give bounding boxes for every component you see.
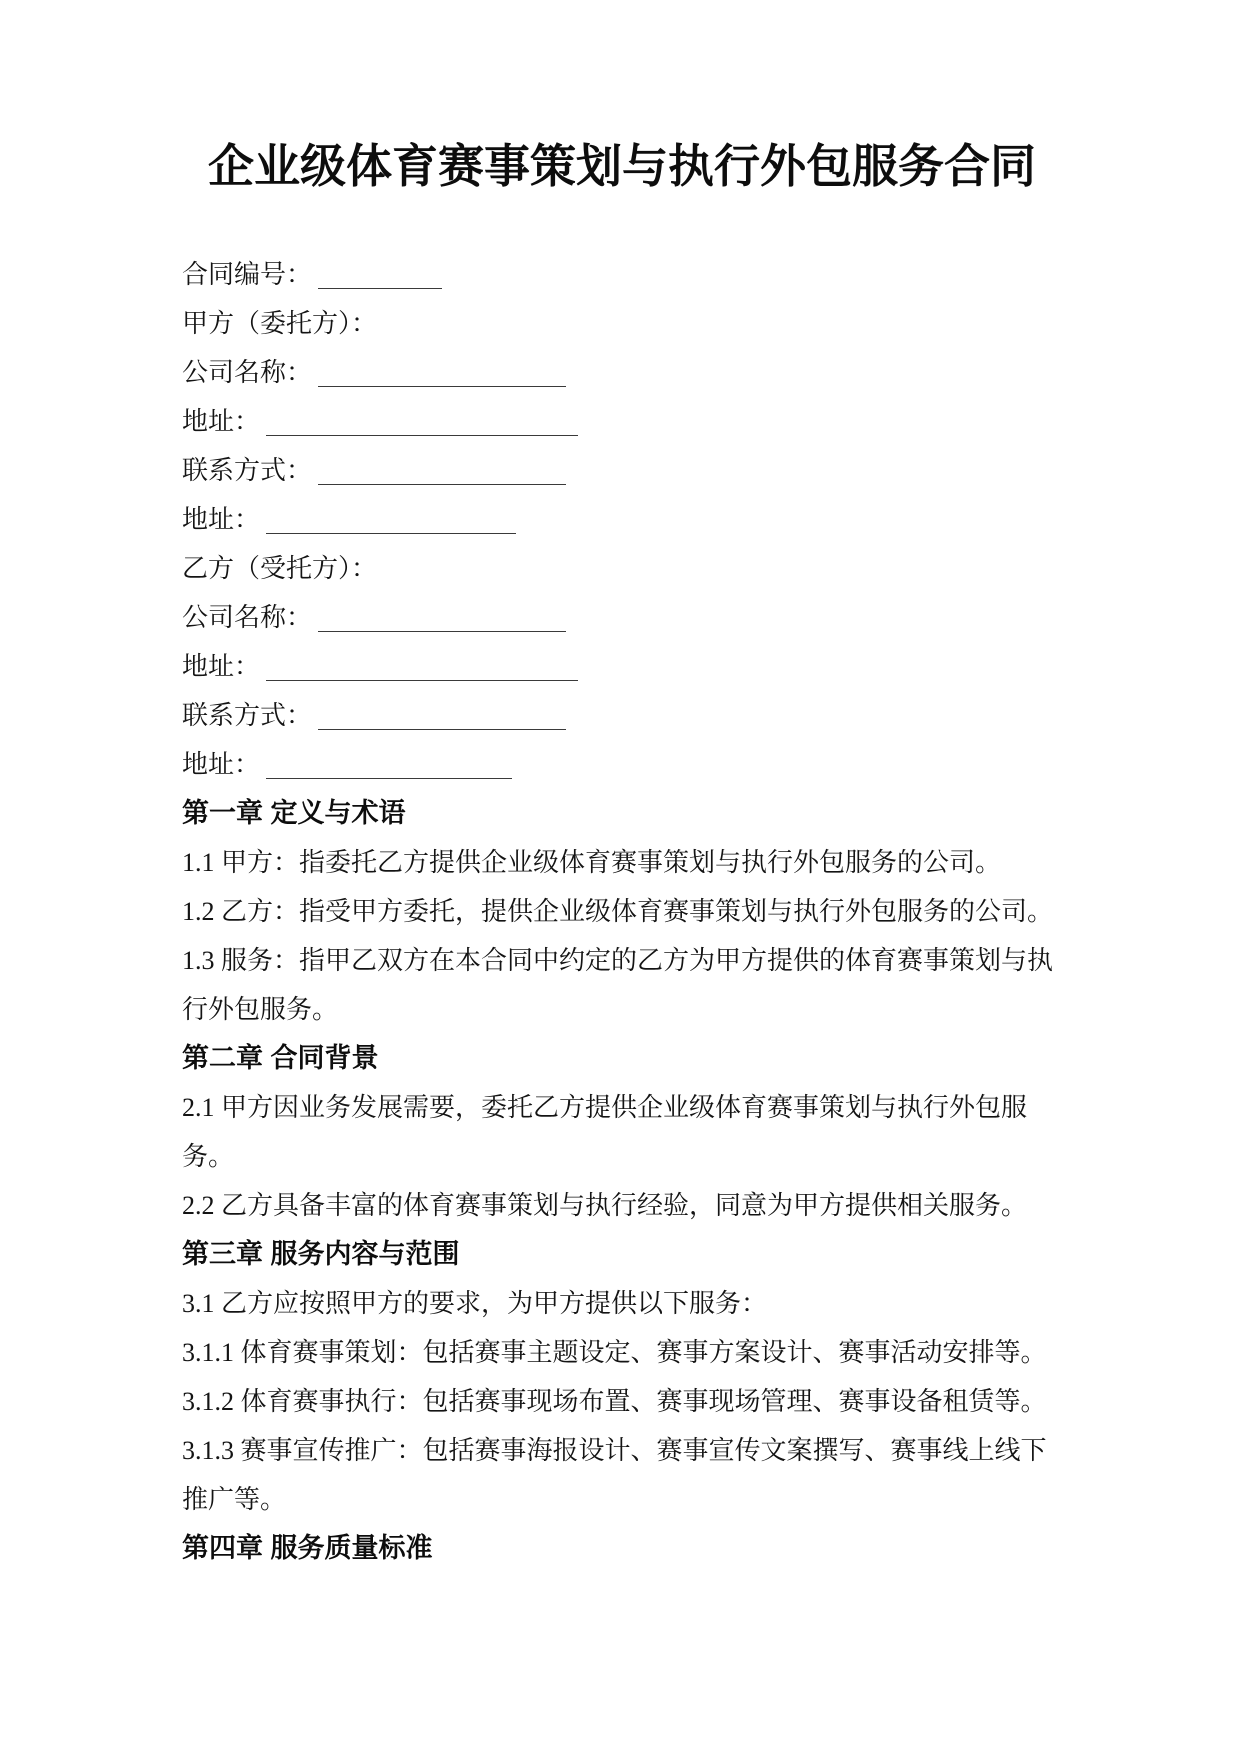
- party-b-address-2-blank: [266, 758, 512, 779]
- document-body: [182, 250, 1062, 1573]
- party-b-address-2-label: 地址：: [182, 750, 261, 779]
- clause-2-1: 2.1 甲方因业务发展需要，委托乙方提供企业级体育赛事策划与执行外包服务。: [182, 1093, 1028, 1171]
- chapter-3-heading: 第三章 服务内容与范围: [182, 1239, 460, 1269]
- party-a-address-1-label: 地址：: [182, 407, 261, 436]
- clause-3-1-3: 3.1.3 赛事宣传推广：包括赛事海报设计、赛事宣传文案撰写、赛事线上线下推广等。: [182, 1436, 1047, 1514]
- party-b-title-label: 乙方（受托方）：: [182, 554, 378, 583]
- chapter-4-heading: 第四章 服务质量标准: [182, 1533, 433, 1563]
- party-a-address-2-blank: [266, 513, 516, 534]
- party-a-company-name-blank: [318, 366, 566, 387]
- party-a-address-1-blank: [266, 415, 578, 436]
- clause-1-3: 1.3 服务：指甲乙双方在本合同中约定的乙方为甲方提供的体育赛事策划与执行外包服务。: [182, 946, 1054, 1024]
- clause-1-1: 1.1 甲方：指委托乙方提供企业级体育赛事策划与执行外包服务的公司。: [182, 848, 1002, 877]
- party-b-company-name-label: 公司名称：: [182, 603, 313, 632]
- party-b-title: [182, 544, 1062, 593]
- party-a-contact-blank: [318, 464, 566, 485]
- party-b-contact-blank: [318, 709, 566, 730]
- contract-number-line: [182, 250, 1062, 299]
- party-b-contact-line: [182, 691, 1062, 740]
- party-a-address-1-line: [182, 397, 1062, 446]
- party-a-address-2-line: [182, 495, 1062, 544]
- party-b-company-name-line: [182, 593, 1062, 642]
- chapter-2-heading: 第二章 合同背景: [182, 1043, 379, 1073]
- party-b-contact-label: 联系方式：: [182, 701, 313, 730]
- party-b-address-1-label: 地址：: [182, 652, 261, 681]
- party-b-address-1-blank: [266, 660, 578, 681]
- contract-number-label: 合同编号：: [182, 260, 313, 289]
- clause-3-1-2: 3.1.2 体育赛事执行：包括赛事现场布置、赛事现场管理、赛事设备租赁等。: [182, 1387, 1047, 1416]
- party-a-company-name-label: 公司名称：: [182, 358, 313, 387]
- party-a-title: [182, 299, 1062, 348]
- clause-3-1: 3.1 乙方应按照甲方的要求，为甲方提供以下服务：: [182, 1289, 768, 1318]
- clause-1-2: 1.2 乙方：指受甲方委托，提供企业级体育赛事策划与执行外包服务的公司。: [182, 897, 1054, 926]
- clause-3-1-1: 3.1.1 体育赛事策划：包括赛事主题设定、赛事方案设计、赛事活动安排等。: [182, 1338, 1047, 1367]
- contract-number-blank: [318, 268, 442, 289]
- party-a-contact-line: [182, 446, 1062, 495]
- party-a-address-2-label: 地址：: [182, 505, 261, 534]
- party-a-contact-label: 联系方式：: [182, 456, 313, 485]
- party-b-company-name-blank: [318, 611, 566, 632]
- document-title: 企业级体育赛事策划与执行外包服务合同: [208, 141, 1036, 192]
- party-a-title-label: 甲方（委托方）：: [182, 309, 378, 338]
- chapter-1-heading: 第一章 定义与术语: [182, 798, 406, 828]
- party-b-address-2-line: [182, 740, 1062, 789]
- clause-2-2: 2.2 乙方具备丰富的体育赛事策划与执行经验，同意为甲方提供相关服务。: [182, 1191, 1028, 1220]
- party-a-company-name-line: [182, 348, 1062, 397]
- party-b-address-1-line: [182, 642, 1062, 691]
